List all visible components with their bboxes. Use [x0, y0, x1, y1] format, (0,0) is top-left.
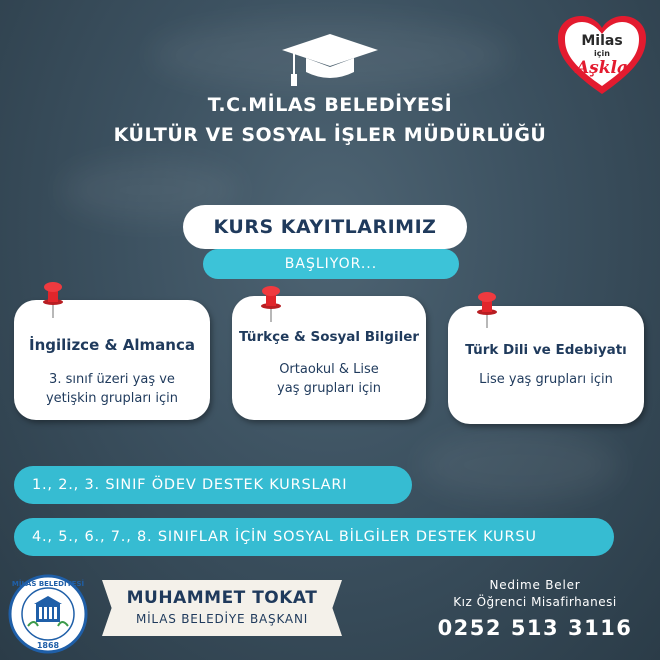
card-subtitle [14, 370, 210, 408]
seal-text: MİLAS BELEDİYESİ [11, 580, 85, 588]
contact-phone: 0252 513 3116 [437, 616, 633, 640]
seal-year: 1868 [36, 641, 60, 650]
card-line: Lise yaş grupları için [479, 372, 613, 387]
department-title: KÜLTÜR VE SOSYAL İŞLER MÜDÜRLÜĞÜ [113, 124, 547, 146]
card-subtitle [232, 360, 426, 398]
push-pin-icon [38, 280, 68, 320]
headline-pill: KURS KAYITLARIMIZ [183, 205, 467, 249]
mayor-name: MUHAMMET TOKAT [126, 588, 318, 608]
contact-name: Nedime Beler [489, 578, 581, 592]
badge-line3: Aşkla [575, 58, 628, 78]
homework-support-bar: 1., 2., 3. SINIF ÖDEV DESTEK KURSLARI [14, 466, 412, 504]
card-title: Türkçe & Sosyal Bilgiler [238, 329, 420, 345]
chalk-smudge [420, 430, 620, 500]
card-line: yetişkin grupları için [45, 391, 179, 406]
contact-place: Kız Öğrenci Misafirhanesi [453, 595, 617, 609]
card-title: Türk Dili ve Edebiyatı [465, 342, 627, 358]
card-line: Ortaokul & Lise [279, 362, 379, 377]
municipality-seal-icon [8, 574, 88, 654]
card-subtitle [448, 370, 644, 389]
push-pin-icon [256, 284, 286, 324]
card-line: yaş grupları için [277, 381, 381, 396]
badge-line2: için [594, 49, 610, 58]
card-line: 3. sınıf üzeri yaş ve [49, 372, 175, 387]
graduation-cap-icon [280, 30, 380, 90]
institution-title: T.C.MİLAS BELEDİYESİ [207, 94, 453, 116]
subtitle-pill: BAŞLIYOR... [203, 249, 459, 279]
mayor-title: MİLAS BELEDİYE BAŞKANI [135, 612, 309, 626]
badge-line1: Milas [581, 33, 623, 49]
card-title: İngilizce & Almanca [29, 336, 195, 354]
social-studies-support-bar: 4., 5., 6., 7., 8. SINIFLAR İÇİN SOSYAL BİLGİLER DESTEK KURSU [14, 518, 614, 556]
push-pin-icon [472, 290, 502, 330]
